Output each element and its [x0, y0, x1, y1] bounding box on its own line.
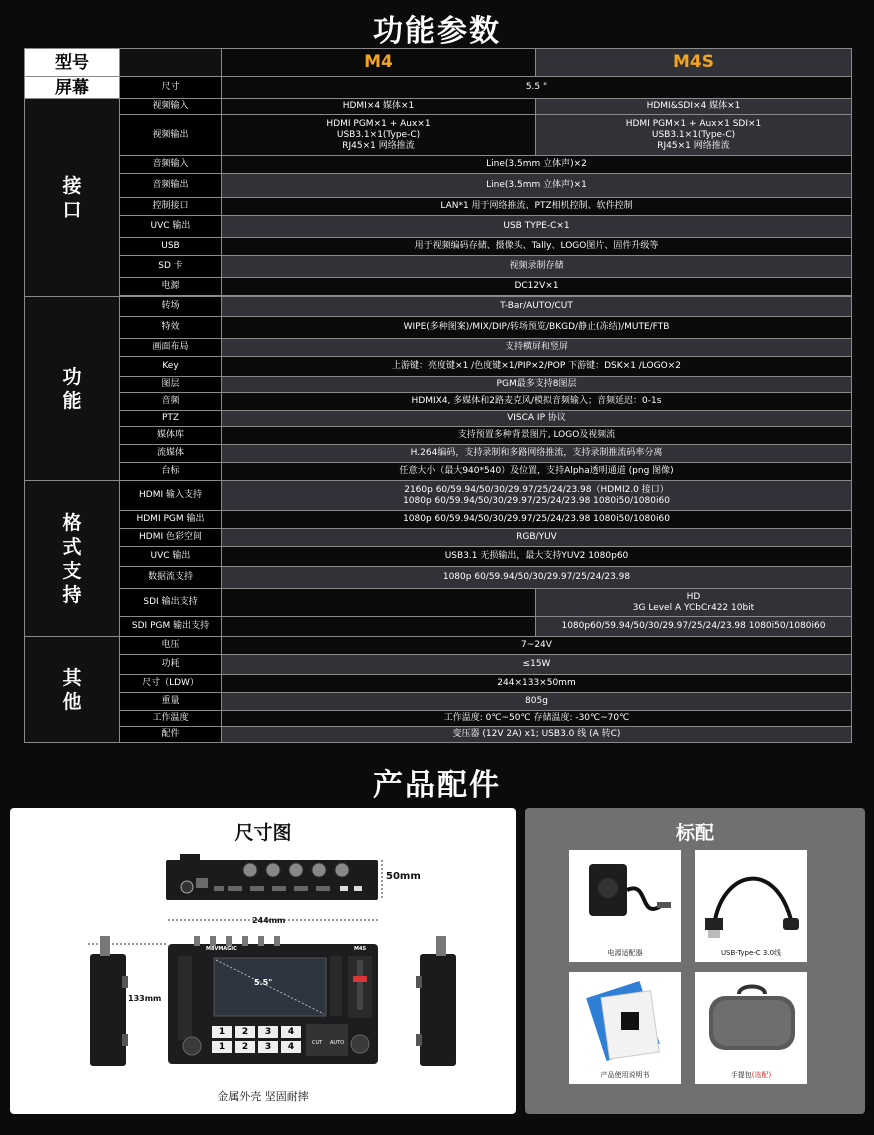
card-power-adapter: 电源适配器: [569, 850, 681, 962]
row-consumption: 功耗 ≤15W: [25, 655, 852, 675]
row-audio-in: 音频输入 Line(3.5mm 立体声)×2: [25, 156, 852, 174]
dimension-title: 尺寸图: [234, 822, 292, 844]
row-key: Key 上游键：亮度键×1 /色度键×1/PIP×2/POP 下游键：DSK×1 /LOGO×2: [25, 357, 852, 377]
power-adapter-icon: [569, 850, 681, 940]
row-power: 电源 DC12V×1: [25, 278, 852, 296]
row-format-stream: 数据流支持 1080p 60/59.94/50/30/29.97/25/24/23.98: [25, 567, 852, 589]
row-audio-out: 音频输出 Line(3.5mm 立体声)×1: [25, 174, 852, 198]
row-format-uvc: UVC 输出 USB3.1 无损输出，最大支持YUV2 1080p60: [25, 547, 852, 567]
row-logo: 台标 任意大小（最大940*540）及位置，支持Alpha透明通道 (png 图像): [25, 463, 852, 481]
carry-case-icon: [695, 972, 807, 1062]
auto-key: AUTO: [330, 1040, 345, 1046]
row-weight: 重量 805g: [25, 693, 852, 711]
row-transition: 功 能 转场 T-Bar/AUTO/CUT: [25, 297, 852, 317]
row-video-in: 接 口 视频输入 HDMI×4 媒体×1 HDMI&SDI×4 媒体×1: [25, 99, 852, 115]
row-usb: USB 用于视频编码存储、摄像头、Tally、LOGO图片、固件升级等: [25, 238, 852, 256]
row-hdmi-in: 格 式 支 持 HDMI 输入支持 2160p 60/59.94/50/30/29.97/25/24/23.98（HDMI2.0 接口） 1080p 60/59.94/50/30/29.97/25/24/23.98 1080i50/1080i60: [25, 481, 852, 511]
side-view-left: [90, 936, 128, 1066]
row-ptz: PTZ VISCA IP 协议: [25, 411, 852, 427]
usb-cable-icon: [695, 850, 807, 940]
group-other: 其 他: [25, 637, 120, 743]
standard-title: 标配: [675, 822, 714, 844]
dim-width: 244mm: [252, 916, 286, 925]
row-layers: 图层 PGM最多支持8图层: [25, 377, 852, 393]
row-sd: SD 卡 视频录制存储: [25, 256, 852, 278]
key-row-bottom: 1 2 3 4: [212, 1041, 301, 1053]
model-m4s: M4S: [536, 49, 852, 77]
group-screen: 屏幕: [25, 77, 120, 99]
back-view: [166, 854, 382, 900]
group-interface: 接 口: [25, 99, 120, 297]
model-label: 型号: [25, 49, 120, 77]
row-media: 媒体库 支持预置多种背景图片, LOGO及视频流: [25, 427, 852, 445]
row-layout: 画面布局 支持横屏和竖屏: [25, 339, 852, 357]
row-sdi-pgm: SDI PGM 输出支持 1080p60/59.94/50/30/29.97/25/24/23.98 1080i50/1080i60: [25, 617, 852, 637]
row-temp: 工作温度 工作温度: 0℃~50℃ 存储温度: -30℃~70℃: [25, 711, 852, 727]
row-video-out: 视频输出 HDMI PGM×1 + Aux×1 USB3.1×1(Type-C) RJ45×1 网络推流 HDMI PGM×1 + Aux×1 SDI×1 USB3.1×1(Type-C) RJ45×1 网络推流: [25, 115, 852, 156]
spec-section-title: 功能参数: [373, 14, 501, 49]
row-screen: 屏幕 尺寸 5.5 ": [25, 77, 852, 99]
row-accessories: 配件 变压器 (12V 2A) x1; USB3.0 线 (A 转C): [25, 727, 852, 743]
row-hdmi-color: HDMI 色彩空间 RGB/YUV: [25, 529, 852, 547]
card-manual: 产品使用说明书: [569, 972, 681, 1084]
group-function: 功 能: [25, 297, 120, 481]
key-row-top: 1 2 3 4: [212, 1026, 301, 1038]
row-uvc: UVC 输出 USB TYPE-C×1: [25, 216, 852, 238]
accessories-section-title: 产品配件: [373, 768, 501, 803]
card-usb-cable: USB-Type-C 3.0线: [695, 850, 807, 962]
dim-height: 50mm: [386, 871, 421, 882]
cut-key: CUT: [312, 1040, 323, 1046]
group-format: 格 式 支 持: [25, 481, 120, 637]
spec-table: [24, 48, 852, 743]
row-sdi: SDI 输出支持 HD 3G Level A YCbCr422 10bit: [25, 589, 852, 617]
row-stream: 流媒体 H.264编码，支持录制和多路网络推流，支持录制推流码率分离: [25, 445, 852, 463]
standard-panel: [525, 808, 865, 1114]
brand-logo: M8VMAGIC: [206, 946, 237, 952]
row-model: [25, 49, 852, 77]
side-view-right: [416, 936, 456, 1066]
row-effects: 特效 WIPE(多种图案)/MIX/DIP/转场预览/BKGD/静止(冻结)/MUTE/FTB: [25, 317, 852, 339]
dim-depth: 133mm: [128, 994, 162, 1003]
model-m4: M4: [222, 49, 536, 77]
row-audio: 音频 HDMIX4, 多媒体和2路麦克风/模拟音频输入；音频延迟：0-1s: [25, 393, 852, 411]
row-size: 尺寸（LDW） 244×133×50mm: [25, 675, 852, 693]
dim-screen: 5.5": [254, 978, 273, 987]
model-badge: M4S: [354, 946, 367, 952]
row-hdmi-pgm: HDMI PGM 输出 1080p 60/59.94/50/30/29.97/25/24/23.98 1080i50/1080i60: [25, 511, 852, 529]
dimension-caption: 金属外壳 坚固耐摔: [217, 1090, 309, 1103]
manual-icon: [569, 972, 681, 1062]
dimension-panel: [10, 808, 516, 1114]
row-voltage: 其 他 电压 7~24V: [25, 637, 852, 655]
card-carry-case: 手提包(选配): [695, 972, 807, 1084]
row-control: 控制接口 LAN*1 用于网络推流、PTZ相机控制、软件控制: [25, 198, 852, 216]
